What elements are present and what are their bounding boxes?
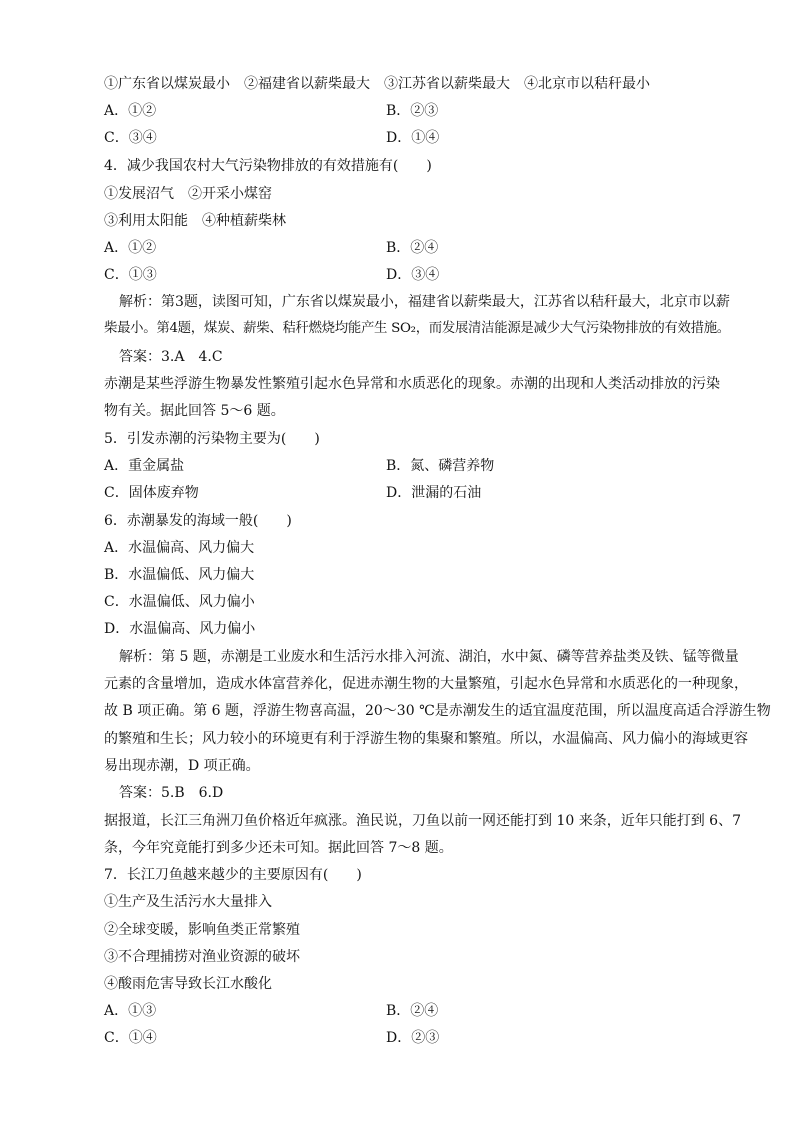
q3-option-d: D．①④ <box>386 130 440 146</box>
q4-items-1-2: ①发展沼气 ②开采小煤窑 <box>104 186 272 202</box>
q4-option-d: D．③④ <box>386 267 440 283</box>
q6-option-b: B．水温偏低、风力偏大 <box>104 567 255 583</box>
explanation-2-line-4: 的繁殖和生长；风力较小的环境更有利于浮游生物的集聚和繁殖。所以，水温偏高、风力偏小的海域更容 <box>104 731 748 747</box>
q4-stem: 4．减少我国农村大气污染物排放的有效措施有( ) <box>104 158 432 174</box>
explanation-2-line-3: 故 B 项正确。第 6 题，浮游生物喜高温，20～30 ℃是赤潮发生的适宜温度范围，所以温度高适合浮游生物 <box>104 703 771 719</box>
q7-option-a: A．①③ <box>104 1003 157 1019</box>
q7-option-d: D．②③ <box>386 1030 440 1046</box>
q7-item-3: ③不合理捕捞对渔业资源的破坏 <box>104 949 300 965</box>
q7-stem: 7．长江刀鱼越来越少的主要原因有( ) <box>104 867 362 883</box>
q4-options-row1 <box>104 239 664 257</box>
explanation-2-line-5: 易出现赤潮，D 项正确。 <box>104 758 260 774</box>
explanation-2-line-2: 元素的含量增加，造成水体富营养化，促进赤潮生物的大量繁殖，引起水色异常和水质恶化的一种现象， <box>104 676 748 692</box>
q3-options-row1 <box>104 102 664 120</box>
q3-option-c: C．③④ <box>104 130 157 146</box>
q5-option-a: A．重金属盐 <box>104 458 185 474</box>
q3-options-row2 <box>104 129 664 147</box>
q6-option-d: D．水温偏高、风力偏小 <box>104 621 256 637</box>
q4-option-a: A．①② <box>104 240 157 256</box>
answer-2: 答案：5.B 6.D <box>119 785 224 801</box>
q7-item-4: ④酸雨危害导致长江水酸化 <box>104 976 272 992</box>
q7-item-2: ②全球变暖，影响鱼类正常繁殖 <box>104 922 300 938</box>
q6-option-a: A．水温偏高、风力偏大 <box>104 540 255 556</box>
q4-options-row2 <box>104 266 664 284</box>
q7-options-row1 <box>104 1002 664 1020</box>
q6-stem: 6．赤潮暴发的海域一般( ) <box>104 513 292 529</box>
explanation-2-line-1: 解析：第 5 题，赤潮是工业废水和生活污水排入河流、湖泊，水中氮、磷等营养盐类及铁、锰等微量 <box>119 649 739 665</box>
q6-option-c: C．水温偏低、风力偏小 <box>104 594 255 610</box>
q5-option-b: B．氮、磷营养物 <box>386 458 495 474</box>
intro-2-line-2: 物有关。据此回答 5～6 题。 <box>104 403 285 419</box>
q7-options-row2 <box>104 1029 664 1047</box>
q5-option-c: C．固体废弃物 <box>104 485 199 501</box>
explanation-1-line-1: 解析：第3题，读图可知，广东省以煤炭最小，福建省以薪柴最大，江苏省以秸秆最大，北京市以薪 <box>119 294 730 310</box>
q4-option-c: C．①③ <box>104 267 157 283</box>
q7-item-1: ①生产及生活污水大量排入 <box>104 894 272 910</box>
intro-2-line-1: 赤潮是某些浮游生物暴发性繁殖引起水色异常和水质恶化的现象。赤潮的出现和人类活动排放的污染 <box>104 376 720 392</box>
intro-3-line-1: 据报道，长江三角洲刀鱼价格近年疯涨。渔民说，刀鱼以前一网还能打到 10 来条，近年只能打到 6、7 <box>104 813 741 829</box>
answer-1: 答案：3.A 4.C <box>119 349 223 365</box>
q7-option-b: B．②④ <box>386 1003 439 1019</box>
q5-stem: 5．引发赤潮的污染物主要为( ) <box>104 431 320 447</box>
q5-option-d: D．泄漏的石油 <box>386 485 482 501</box>
explanation-1-line-2: 柴最小。第4题，煤炭、薪柴、秸秆燃烧均能产生 SO₂，而发展清洁能源是减少大气污染物排放的有效措施。 <box>104 321 730 336</box>
q3-option-a: A．①② <box>104 103 157 119</box>
q3-option-b: B．②③ <box>386 103 439 119</box>
q3-items: ①广东省以煤炭最小 ②福建省以薪柴最大 ③江苏省以薪柴最大 ④北京市以秸秆最小 <box>104 76 650 92</box>
q4-items-3-4: ③利用太阳能 ④种植薪柴林 <box>104 213 286 229</box>
q4-option-b: B．②④ <box>386 240 439 256</box>
q5-options-row2 <box>104 484 664 502</box>
intro-3-line-2: 条，今年究竟能打到多少还未可知。据此回答 7～8 题。 <box>104 840 453 856</box>
q7-option-c: C．①④ <box>104 1030 157 1046</box>
q5-options-row1 <box>104 457 664 475</box>
